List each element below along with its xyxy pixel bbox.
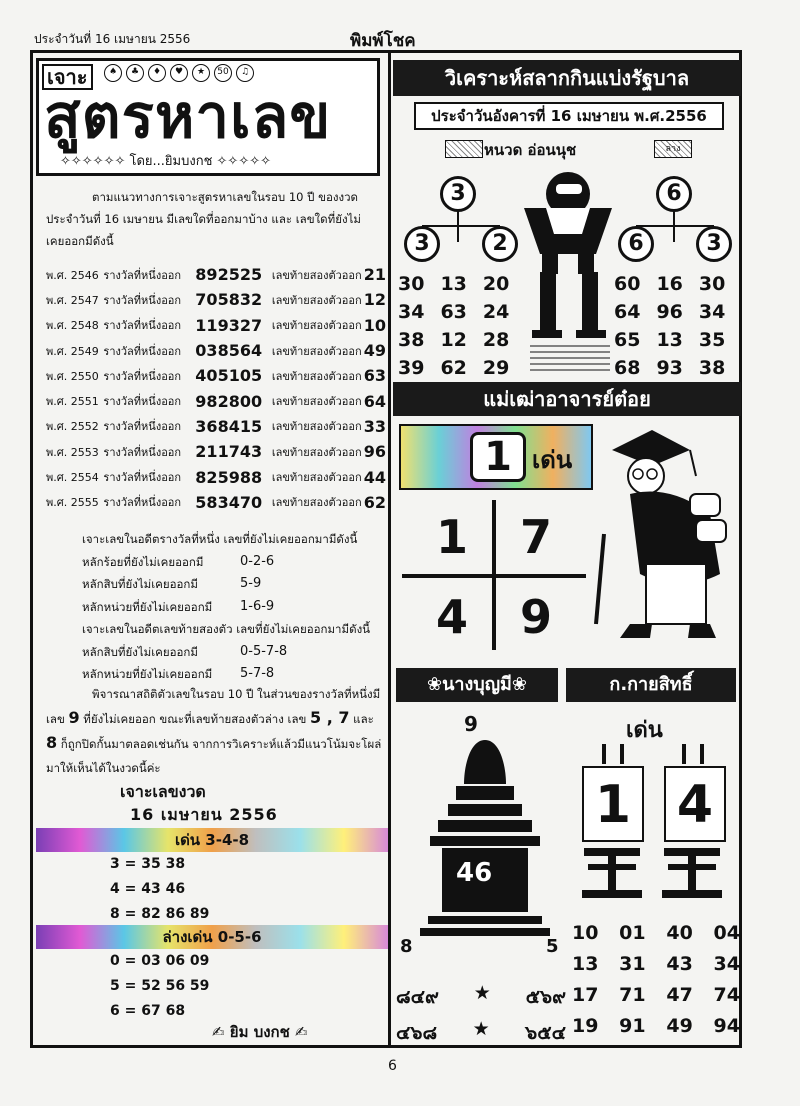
list-item: 4 = 43 46 — [110, 881, 186, 897]
music-icon: ♫ — [236, 64, 254, 82]
cross-bottom-left: 4 — [436, 590, 469, 644]
character-legs — [530, 272, 610, 376]
circle-bottom-right-1: 6 — [618, 226, 654, 262]
teacher-illustration — [590, 424, 738, 654]
results-table — [46, 262, 386, 515]
gk-number-grid — [572, 922, 740, 1046]
gk-den-label: เด่น — [626, 718, 663, 743]
grid-row: 68 93 38 — [614, 357, 726, 379]
column-byline: ✧✧✧✧✧✧ โดย...ยิมบงกช ✧✧✧✧✧ — [60, 154, 272, 169]
table-row: พ.ศ. 2547 รางวัลที่หนึ่งออก 705832 เลขท้ายสองตัวออก 12 — [46, 290, 386, 310]
grid-row: 13 31 43 34 — [572, 953, 740, 975]
column-title: สูตรหาเลข — [44, 82, 332, 152]
stupa-illustration — [420, 736, 550, 946]
list-item: หลักสิบที่ยังไม่เคยออกมี 5-9 — [82, 576, 262, 591]
lower-legend-box: ล่าง — [654, 140, 692, 158]
grid-row: 30 13 20 — [398, 273, 510, 295]
table-row: พ.ศ. 2555 รางวัลที่หนึ่งออก 583470 เลขท้ายสองตัวออก 62 — [46, 492, 386, 512]
past-analysis — [82, 528, 382, 686]
spade-icon: ♠ — [104, 64, 122, 82]
column-divider — [388, 52, 391, 1046]
analysis-title: วิเคราะห์สลากกินแบ่งรัฐบาล — [393, 60, 741, 96]
heart-icon: ♥ — [170, 64, 188, 82]
calendar-card-left: 1 — [582, 766, 644, 842]
star-icon: ★ — [473, 982, 491, 1004]
grid-row: 38 12 28 — [398, 329, 510, 351]
publication-name: พิมพ์โชค — [350, 31, 416, 51]
title-icons — [104, 64, 254, 82]
calendar-card-right: 4 — [664, 766, 726, 842]
mae-title: แม่เฒ่าอาจารย์ต๋อย — [393, 382, 741, 416]
signature: ✍ ยิม บงกช ✍ — [212, 1023, 308, 1041]
list-item: หลักร้อยที่ยังไม่เคยออกมี 0-2-6 — [82, 553, 275, 569]
star-icon: ★ — [472, 1018, 490, 1040]
diamond-icon: ♦ — [148, 64, 166, 82]
cross-top-right: 7 — [520, 510, 553, 564]
intro-paragraph: ตามแนวทางการเจาะสูตรหาเลขในรอบ 10 ปี ของงวดประจำวันที่ 16 เมษายน มีเลขใดที่ออกมาบ้าง และ เลขใดที่ยังไม่เคยออกมีดังนี้ — [46, 190, 361, 248]
den-number: 1 — [470, 432, 526, 482]
grid-row: 34 63 24 — [398, 301, 510, 323]
stupa-right-number: 5 — [546, 936, 559, 957]
circle-top-left: 3 — [440, 176, 476, 212]
right-number-grid — [614, 270, 725, 382]
grid-row: 17 71 47 74 — [572, 984, 740, 1006]
table-row: พ.ศ. 2553 รางวัลที่หนึ่งออก 211743 เลขท้ายสองตัวออก 96 — [46, 442, 386, 462]
issue-date: ประจำวันที่ 16 เมษายน 2556 — [34, 32, 191, 46]
circle-bottom-left-1: 3 — [404, 226, 440, 262]
thai-digit-row: ๘๔๙ ★ ๕๖๙ — [396, 982, 566, 1012]
grid-row: 65 13 35 — [614, 329, 726, 351]
gk-title: ก.กายสิทธิ์ — [566, 668, 736, 702]
consider-paragraph: พิจารณาสถิติตัวเลขในรอบ 10 ปี ในส่วนของรางวัลที่หนึ่งมีเลข 9 ที่ยังไม่เคยออก ขณะที่เลขท้ายสองตัวล่าง เลข 5 , 7 และ 8 ก็ถูกปิดกั้นมาตลอดเช่นกัน จากการวิเคราะห์แล้วมีแนวโน้มจะโผล่มาให้เห็นได้ในงวดนี้ค่ะ — [46, 687, 382, 775]
list-item: 6 = 67 68 — [110, 1003, 186, 1019]
table-row: พ.ศ. 2550 รางวัลที่หนึ่งออก 405105 เลขท้ายสองตัวออก 63 — [46, 366, 386, 386]
cross-lines — [402, 500, 586, 650]
thai-digit-row: ๔๖๘ ★ ๖๕๔ — [396, 1018, 566, 1048]
table-row: พ.ศ. 2552 รางวัลที่หนึ่งออก 368415 เลขท้ายสองตัวออก 33 — [46, 416, 386, 436]
club-icon: ♣ — [126, 64, 144, 82]
forecast-title: เจาะเลขงวด — [120, 782, 206, 801]
analyst-name: หนวด อ่อนนุช — [484, 141, 577, 159]
forecast-date: 16 เมษายน 2556 — [130, 805, 278, 824]
circle-top-right: 6 — [656, 176, 692, 212]
list-item: หลักหน่วยที่ยังไม่เคยออกมี 1-6-9 — [82, 598, 275, 614]
table-row: พ.ศ. 2548 รางวัลที่หนึ่งออก 119327 เลขท้ายสองตัวออก 10 — [46, 315, 386, 335]
nangboon-title: ❀นางบุญมี❀ — [396, 668, 558, 702]
page-number: 6 — [388, 1058, 397, 1074]
cross-top-left: 1 — [436, 510, 469, 564]
table-row: พ.ศ. 2546 รางวัลที่หนึ่งออก 892525 เลขท้ายสองตัวออก 21 — [46, 265, 386, 285]
title-prefix: เจาะ — [42, 64, 93, 90]
coin-icon: 50 — [214, 64, 232, 82]
grid-row: 64 96 34 — [614, 301, 726, 323]
grid-row: 19 91 49 94 — [572, 1015, 740, 1037]
left-number-grid — [398, 270, 509, 382]
list-item: 3 = 35 38 — [110, 856, 186, 872]
star-icon: ★ — [192, 64, 210, 82]
circle-bottom-right-2: 3 — [696, 226, 732, 262]
table-row: พ.ศ. 2554 รางวัลที่หนึ่งออก 825988 เลขท้ายสองตัวออก 44 — [46, 467, 386, 487]
analysis-subtitle: ประจำวันอังคารที่ 16 เมษายน พ.ศ.2556 — [414, 102, 724, 130]
circle-bottom-left-2: 2 — [482, 226, 518, 262]
stupa-left-number: 8 — [400, 936, 413, 957]
stupa-center-number: 46 — [456, 858, 493, 888]
table-row: พ.ศ. 2551 รางวัลที่หนึ่งออก 982800 เลขท้ายสองตัวออก 64 — [46, 391, 386, 411]
highlight-band-lower: ล่างเด่น 0-5-6 — [36, 925, 388, 949]
stupa-top-number: 9 — [464, 712, 478, 736]
list-item: หลักหน่วยที่ยังไม่เคยออกมี 5-7-8 — [82, 666, 275, 681]
cross-bottom-right: 9 — [520, 590, 553, 644]
grid-row: 10 01 40 04 — [572, 922, 740, 944]
past-heading-first: เจาะเลขในอดีตรางวัลที่หนึ่ง เลขที่ยังไม่เคยออกมามีดังนี้ — [82, 532, 358, 546]
highlight-band-top: เด่น 3-4-8 — [36, 828, 388, 852]
grid-row: 60 16 30 — [614, 273, 726, 295]
past-heading-two: เจาะเลขในอดีตเลขท้ายสองตัว เลขที่ยังไม่เคยออกมามีดังนี้ — [82, 622, 371, 636]
grid-row: 39 62 29 — [398, 357, 510, 379]
upper-legend-box — [445, 140, 483, 158]
pairs-list-top — [110, 852, 310, 927]
list-item: 5 = 52 56 59 — [110, 978, 210, 994]
list-item: หลักสิบที่ยังไม่เคยออกมี 0-5-7-8 — [82, 643, 288, 659]
table-row: พ.ศ. 2549 รางวัลที่หนึ่งออก 038564 เลขท้ายสองตัวออก 49 — [46, 341, 386, 361]
den-label: เด่น — [532, 446, 573, 474]
list-item: 8 = 82 86 89 — [110, 906, 210, 922]
pairs-list-lower — [110, 949, 310, 1024]
list-item: 0 = 03 06 09 — [110, 953, 210, 969]
